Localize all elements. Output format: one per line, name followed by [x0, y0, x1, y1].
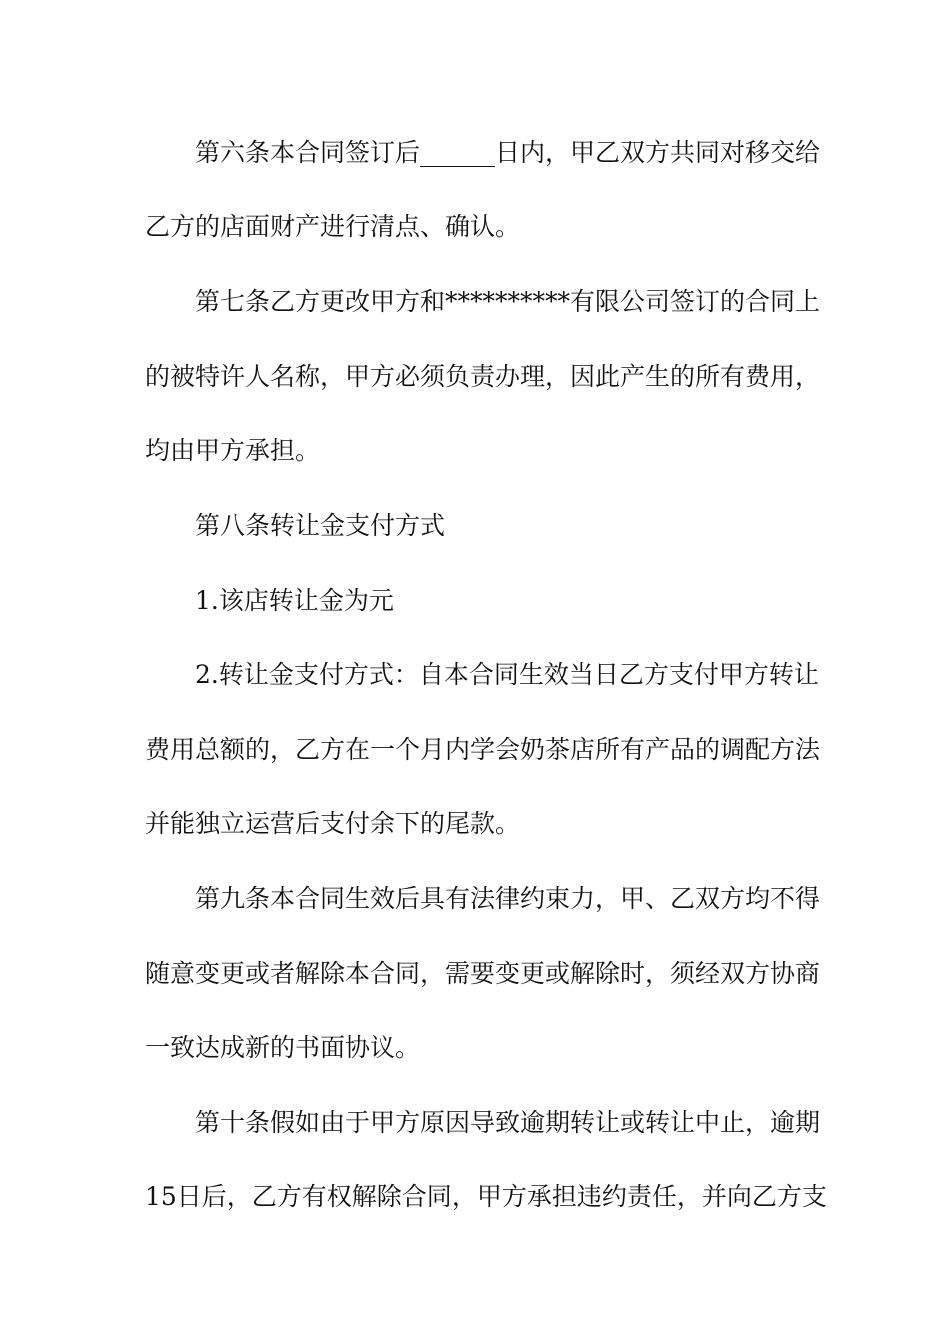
- text-line: 15日后，乙方有权解除合同，甲方承担违约责任，并向乙方支: [145, 1182, 827, 1211]
- text-line: 第六条本合同签订后______日内，甲乙双方共同对移交给: [195, 138, 821, 167]
- text-line: 2.转让金支付方式：自本合同生效当日乙方支付甲方转让: [195, 660, 819, 689]
- text-line: 第七条乙方更改甲方和**********有限公司签订的合同上: [195, 287, 821, 316]
- text-line: 并能独立运营后支付余下的尾款。: [145, 809, 521, 838]
- text-line: 随意变更或者解除本合同，需要变更或解除时，须经双方协商: [145, 959, 821, 988]
- text-line: 第十条假如由于甲方原因导致逾期转让或转让中止，逾期: [195, 1108, 821, 1137]
- text-line: 费用总额的，乙方在一个月内学会奶茶店所有产品的调配方法: [145, 735, 821, 764]
- text-line: 一致达成新的书面协议。: [145, 1033, 421, 1062]
- text-line: 第八条转让金支付方式: [195, 511, 446, 540]
- text-line: 1.该店转让金为元: [195, 586, 394, 615]
- text-line: 均由甲方承担。: [145, 436, 321, 465]
- text-line: 的被特许人名称，甲方必须负责办理，因此产生的所有费用，: [145, 362, 821, 391]
- text-line: 乙方的店面财产进行清点、确认。: [145, 212, 521, 241]
- text-line: 第九条本合同生效后具有法律约束力，甲、乙双方均不得: [195, 884, 821, 913]
